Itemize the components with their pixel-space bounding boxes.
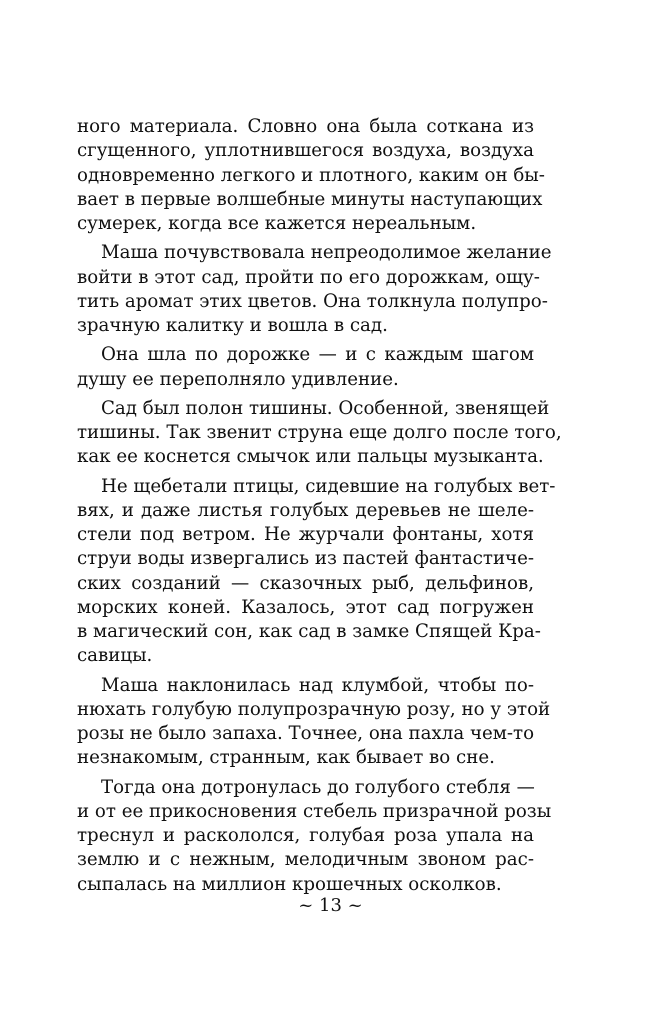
- text-line: ских созданий — сказочных рыб, дельфинов,: [77, 572, 534, 594]
- text-line: Маша почувствовала непреодолимое желание: [101, 242, 552, 264]
- text-line: сгущенного, уплотнившегося воздуха, воздуха: [77, 140, 534, 162]
- paragraph: [77, 475, 556, 669]
- page-number: ~ 13 ~: [298, 895, 363, 916]
- paragraph: [77, 115, 545, 236]
- text-line: вях, и даже листья голубых деревьев не шеле-: [77, 499, 534, 521]
- text-line: Тогда она дотронулась до голубого стебля —: [101, 776, 535, 798]
- text-line: землю и с нежным, мелодичным звоном рас-: [77, 849, 534, 871]
- paragraph: [77, 776, 552, 897]
- text-line: стели под ветром. Не журчали фонтаны, хотя: [77, 524, 534, 545]
- text-line: Она шла по дорожке — и с каждым шагом: [101, 344, 534, 366]
- text-line: душу ее переполняло удивление.: [77, 368, 399, 390]
- text-line: морских коней. Казалось, этот сад погружен: [77, 596, 534, 618]
- text-line: в магический сон, как сад в замке Спящей Кра-: [77, 621, 541, 642]
- body-text: [77, 115, 562, 897]
- text-line: тишины. Так звенит струна еще долго после того,: [77, 422, 562, 443]
- text-line: и от ее прикосновения стебель призрачной розы: [77, 800, 552, 822]
- text-line: зрачную калитку и вошла в сад.: [77, 315, 388, 336]
- text-line: сумерек, когда все кажется нереальным.: [77, 213, 477, 234]
- paragraph: [77, 241, 552, 338]
- text-line: савицы.: [77, 645, 153, 667]
- paragraph: [77, 397, 562, 470]
- text-line: тить аромат этих цветов. Она толкнула полупро-: [77, 290, 548, 312]
- text-line: Не щебетали птицы, сидевшие на голубых вет-: [101, 475, 556, 497]
- text-line: нюхать голубую полупрозрачную розу, но у этой: [77, 698, 551, 720]
- text-line: Маша наклонилась над клумбой, чтобы по-: [101, 674, 534, 696]
- text-line: как ее коснется смычок или пальцы музыканта.: [77, 446, 544, 468]
- text-line: незнакомым, странным, как бывает во сне.: [77, 747, 495, 769]
- text-line: ного материала. Словно она была соткана из: [77, 116, 534, 137]
- text-line: вает в первые волшебные минуты наступающих: [77, 188, 543, 210]
- text-line: струи воды извергались из пастей фантастиче-: [77, 548, 534, 570]
- text-line: розы не было запаха. Точнее, она пахла чем-то: [77, 723, 535, 744]
- text-line: одновременно легкого и плотного, каким он бы-: [77, 164, 545, 186]
- paragraph: [77, 343, 534, 392]
- text-line: треснул и раскололся, голубая роза упала на: [77, 825, 534, 846]
- text-line: Сад был полон тишины. Особенной, звенящей: [101, 397, 550, 419]
- text-line: войти в этот сад, пройти по его дорожкам, ощу-: [77, 266, 540, 288]
- paragraph: [77, 674, 551, 771]
- text-line: сыпалась на миллион крошечных осколков.: [77, 873, 502, 895]
